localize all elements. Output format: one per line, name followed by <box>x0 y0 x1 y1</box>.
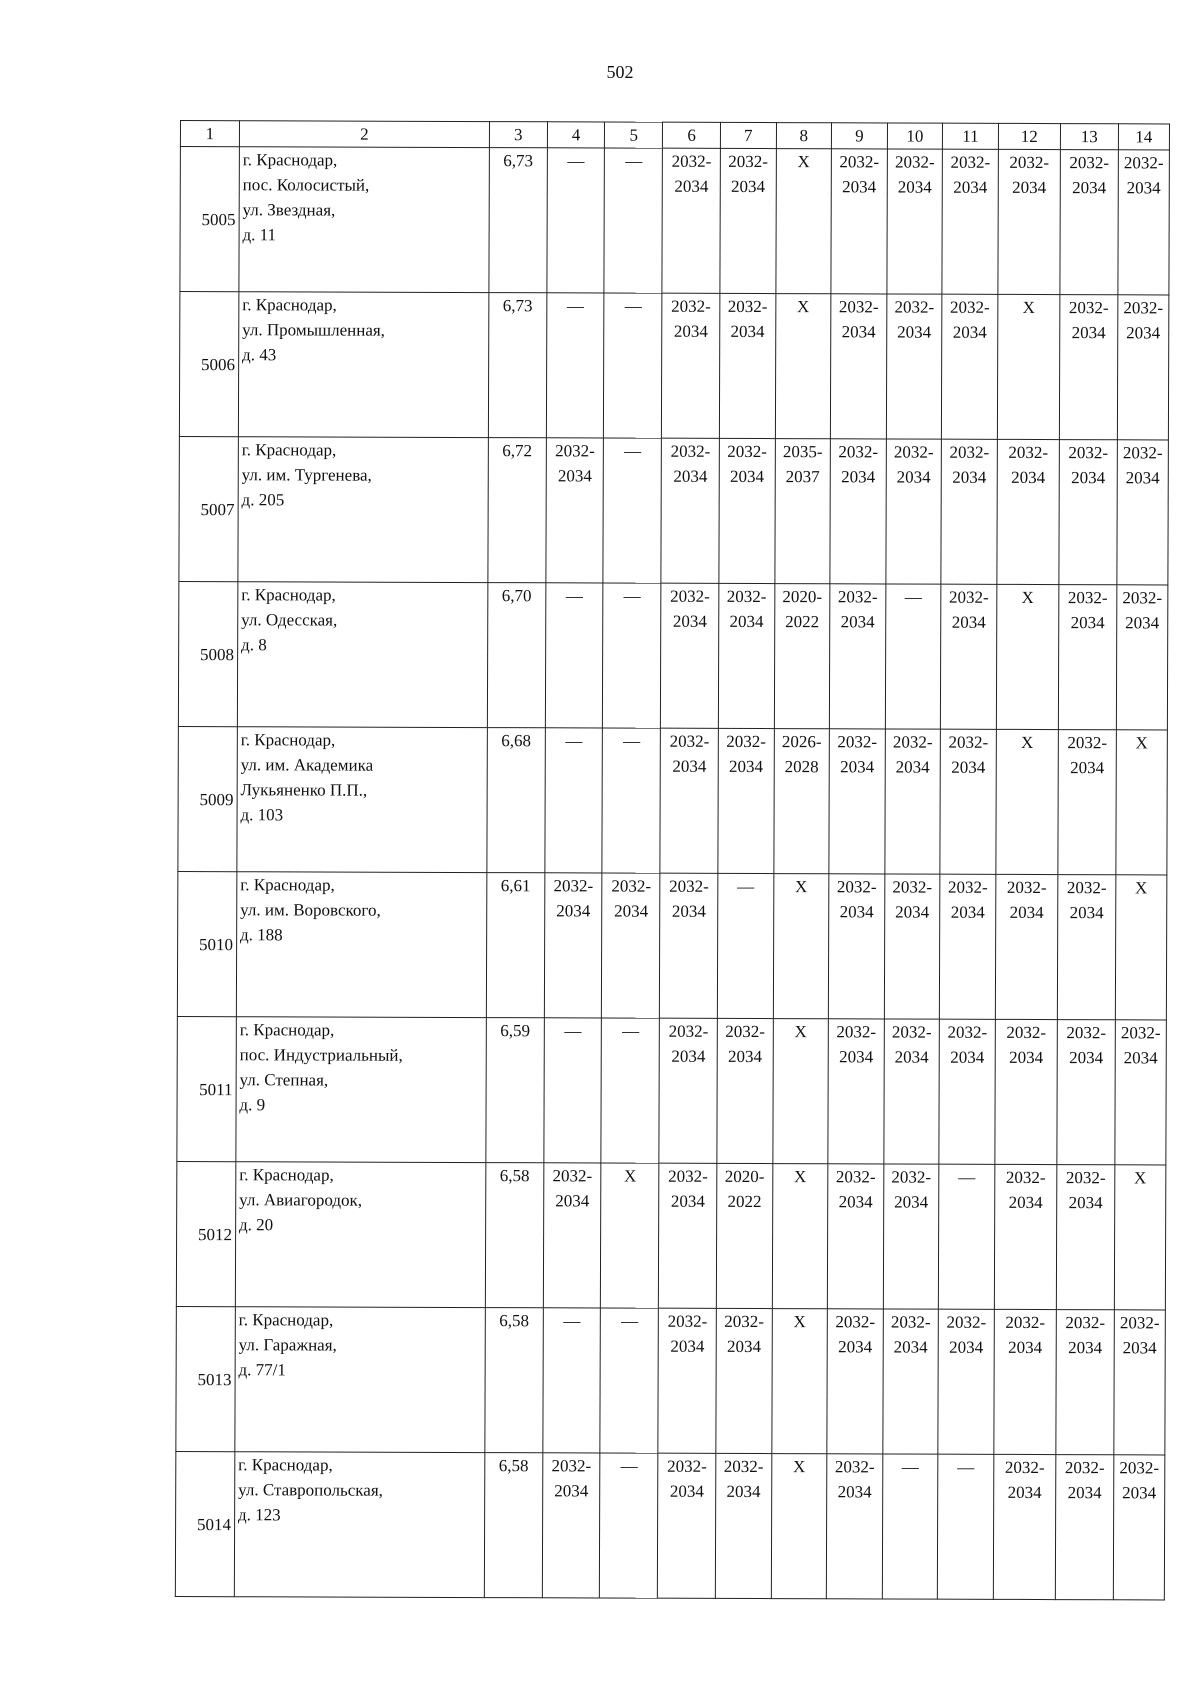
row-cell: 2032- 2034 <box>940 874 996 1019</box>
row-cell: 2032- 2034 <box>942 294 998 439</box>
row-address: г. Краснодар, ул. Ставропольская, д. 123 <box>234 1452 485 1598</box>
column-header: 7 <box>720 122 776 148</box>
row-cell: X <box>771 1309 827 1454</box>
row-cell: 2020- 2022 <box>716 1163 772 1308</box>
row-id: 5012 <box>176 1161 235 1306</box>
column-header: 8 <box>776 123 832 149</box>
row-cell: 2032- 2034 <box>1117 295 1169 440</box>
table-row <box>178 581 1168 729</box>
row-cell: X <box>775 149 831 294</box>
row-rating: 6,68 <box>487 728 545 873</box>
row-cell: X <box>771 1454 827 1599</box>
row-cell: 2032- 2034 <box>1060 150 1118 295</box>
row-rating: 6,73 <box>488 293 546 438</box>
row-cell: — <box>885 584 941 729</box>
row-cell: 2032- 2034 <box>941 439 997 584</box>
row-cell: — <box>543 1308 601 1453</box>
column-header: 11 <box>943 123 999 149</box>
row-cell: 2032- 2034 <box>940 729 996 874</box>
row-cell: 2032- 2034 <box>887 149 943 294</box>
row-cell: X <box>1114 1165 1166 1310</box>
row-cell: 2032- 2034 <box>662 148 720 293</box>
table-body <box>175 147 1169 1600</box>
row-cell: 2032- 2034 <box>660 728 718 873</box>
row-cell: X <box>996 729 1059 874</box>
row-cell: 2032- 2034 <box>542 1453 600 1598</box>
row-cell: 2032- 2034 <box>883 1309 939 1454</box>
row-cell: 2032- 2034 <box>718 728 774 873</box>
column-header: 9 <box>832 123 888 149</box>
row-rating: 6,58 <box>484 1453 542 1598</box>
row-rating: 6,72 <box>488 438 546 583</box>
row-rating: 6,73 <box>489 148 547 293</box>
row-cell: 2032- 2034 <box>998 149 1061 294</box>
row-cell: 2032- 2034 <box>715 1453 771 1598</box>
row-cell: 2032- 2034 <box>660 873 718 1018</box>
row-cell: 2032- 2034 <box>884 1019 940 1164</box>
column-header: 14 <box>1118 124 1169 150</box>
row-id: 5011 <box>177 1016 236 1161</box>
row-cell: 2032- 2034 <box>1058 585 1116 730</box>
row-id: 5006 <box>179 292 238 437</box>
row-id: 5009 <box>178 726 237 871</box>
column-header: 5 <box>605 122 663 148</box>
row-address: г. Краснодар, ул. им. Воровского, д. 188 <box>236 872 487 1018</box>
column-header: 3 <box>489 122 547 148</box>
row-cell: 2032- 2034 <box>543 1163 601 1308</box>
row-cell: 2032- 2034 <box>993 1454 1056 1599</box>
row-cell: 2032- 2034 <box>544 873 602 1018</box>
row-cell: 2032- 2034 <box>659 1163 717 1308</box>
row-rating: 6,59 <box>486 1018 544 1163</box>
row-cell: 2032- 2034 <box>662 293 720 438</box>
row-cell: 2032- 2034 <box>883 1164 939 1309</box>
row-cell: 2032- 2034 <box>884 874 940 1019</box>
row-cell: 2032- 2034 <box>546 438 604 583</box>
row-id: 5008 <box>178 581 237 726</box>
row-cell: 2032- 2034 <box>885 729 941 874</box>
row-cell: 2032- 2034 <box>827 1164 883 1309</box>
row-cell: — <box>604 148 662 293</box>
row-cell: X <box>1115 875 1167 1020</box>
row-cell: 2032- 2034 <box>1057 875 1115 1020</box>
row-rating: 6,61 <box>486 873 544 1018</box>
column-header: 10 <box>887 123 943 149</box>
row-cell: 2032- 2034 <box>828 874 884 1019</box>
row-cell: 2032- 2034 <box>886 294 942 439</box>
row-cell: 2032- 2034 <box>831 149 887 294</box>
row-cell: X <box>997 294 1060 439</box>
row-cell: 2032- 2034 <box>661 583 719 728</box>
row-cell: — <box>600 1308 658 1453</box>
register-table <box>175 120 1170 1600</box>
header-row <box>180 121 1169 150</box>
table-row <box>176 1161 1166 1309</box>
row-cell: 2032- 2034 <box>658 1453 716 1598</box>
table-row <box>180 147 1170 295</box>
row-cell: 2032- 2034 <box>717 1018 773 1163</box>
row-cell: 2032- 2034 <box>826 1454 882 1599</box>
row-cell: 2020- 2022 <box>774 584 830 729</box>
row-cell: 2032- 2034 <box>719 438 775 583</box>
row-cell: 2032- 2034 <box>658 1308 716 1453</box>
row-cell: 2032- 2034 <box>830 584 886 729</box>
row-cell: X <box>772 1019 828 1164</box>
row-cell: — <box>604 293 662 438</box>
row-cell: — <box>717 873 773 1018</box>
row-address: г. Краснодар, ул. Авиагородок, д. 20 <box>235 1162 486 1308</box>
row-cell: — <box>546 293 604 438</box>
row-address: г. Краснодар, ул. им. Академика Лукьяненко П.П., д. 103 <box>237 727 488 873</box>
row-cell: 2032- 2034 <box>1116 585 1168 730</box>
row-cell: X <box>601 1163 659 1308</box>
row-cell: — <box>602 728 660 873</box>
row-cell: X <box>1116 730 1168 875</box>
row-id: 5013 <box>176 1306 235 1451</box>
row-cell: 2032- 2034 <box>942 149 998 294</box>
table-row <box>177 1016 1167 1164</box>
column-header: 2 <box>239 121 489 148</box>
row-cell: 2032- 2034 <box>829 729 885 874</box>
column-header: 4 <box>547 122 605 148</box>
table-row <box>179 436 1169 584</box>
row-address: г. Краснодар, ул. им. Тургенева, д. 205 <box>238 437 489 583</box>
row-id: 5005 <box>180 147 239 292</box>
row-cell: — <box>544 1018 602 1163</box>
row-cell: — <box>938 1454 994 1599</box>
row-cell: 2032- 2034 <box>886 439 942 584</box>
row-cell: 2032- 2034 <box>1114 1310 1166 1455</box>
row-address: г. Краснодар, пос. Индустриальный, ул. Степная, д. 9 <box>236 1017 487 1163</box>
row-cell: 2032- 2034 <box>995 874 1058 1019</box>
row-address: г. Краснодар, ул. Гаражная, д. 77/1 <box>235 1307 486 1453</box>
row-cell: 2026- 2028 <box>773 729 829 874</box>
row-cell: — <box>545 728 603 873</box>
table-row <box>178 726 1168 874</box>
row-cell: X <box>772 1164 828 1309</box>
row-cell: X <box>775 294 831 439</box>
row-cell: 2032- 2034 <box>1117 440 1169 585</box>
row-cell: 2035- 2037 <box>774 439 830 584</box>
row-cell: 2032- 2034 <box>1118 150 1170 295</box>
row-cell: 2032- 2034 <box>1113 1455 1165 1600</box>
row-cell: — <box>882 1454 938 1599</box>
row-cell: — <box>603 583 661 728</box>
row-rating: 6,58 <box>485 1163 543 1308</box>
row-cell: 2032- 2034 <box>716 1308 772 1453</box>
row-cell: 2032- 2034 <box>1059 440 1117 585</box>
row-cell: 2032- 2034 <box>720 148 776 293</box>
row-cell: 2032- 2034 <box>602 873 660 1018</box>
table-row <box>175 1451 1165 1599</box>
row-id: 5007 <box>179 436 238 581</box>
column-header: 1 <box>180 121 239 147</box>
row-cell: 2032- 2034 <box>827 1309 883 1454</box>
row-cell: 2032- 2034 <box>1056 1310 1114 1455</box>
table-row <box>179 292 1169 440</box>
row-cell: 2032- 2034 <box>939 1019 995 1164</box>
row-cell: 2032- 2034 <box>938 1309 994 1454</box>
row-cell: 2032- 2034 <box>828 1019 884 1164</box>
row-cell: 2032- 2034 <box>997 439 1060 584</box>
row-cell: X <box>996 584 1059 729</box>
column-header: 13 <box>1060 124 1118 150</box>
row-cell: — <box>601 1018 659 1163</box>
row-cell: 2032- 2034 <box>941 584 997 729</box>
row-cell: 2032- 2034 <box>994 1164 1057 1309</box>
row-cell: 2032- 2034 <box>1056 1165 1114 1310</box>
row-cell: — <box>939 1164 995 1309</box>
page-number: 502 <box>606 62 634 82</box>
row-cell: X <box>773 874 829 1019</box>
row-cell: 2032- 2034 <box>1057 1020 1115 1165</box>
row-id: 5010 <box>177 871 236 1016</box>
table-row <box>177 871 1167 1019</box>
row-cell: 2032- 2034 <box>995 1019 1058 1164</box>
row-cell: 2032- 2034 <box>994 1309 1057 1454</box>
row-cell: 2032- 2034 <box>661 438 719 583</box>
row-rating: 6,58 <box>485 1308 543 1453</box>
row-cell: 2032- 2034 <box>1059 295 1117 440</box>
column-header: 6 <box>663 122 721 148</box>
row-cell: 2032- 2034 <box>1115 1020 1167 1165</box>
row-cell: 2032- 2034 <box>1055 1455 1113 1600</box>
row-cell: — <box>547 148 605 293</box>
row-cell: 2032- 2034 <box>719 293 775 438</box>
row-cell: 2032- 2034 <box>830 439 886 584</box>
row-address: г. Краснодар, ул. Промышленная, д. 43 <box>238 292 489 438</box>
table-row <box>176 1306 1166 1454</box>
row-address: г. Краснодар, пос. Колосистый, ул. Звездная, д. 11 <box>239 147 490 293</box>
row-address: г. Краснодар, ул. Одесская, д. 8 <box>237 582 488 728</box>
row-cell: 2032- 2034 <box>831 294 887 439</box>
row-rating: 6,70 <box>487 583 545 728</box>
row-cell: 2032- 2034 <box>1058 730 1116 875</box>
row-cell: — <box>545 583 603 728</box>
row-cell: 2032- 2034 <box>659 1018 717 1163</box>
column-header: 12 <box>998 123 1060 149</box>
row-cell: 2032- 2034 <box>718 583 774 728</box>
row-cell: — <box>603 438 661 583</box>
row-id: 5014 <box>175 1451 234 1596</box>
row-cell: — <box>600 1453 658 1598</box>
